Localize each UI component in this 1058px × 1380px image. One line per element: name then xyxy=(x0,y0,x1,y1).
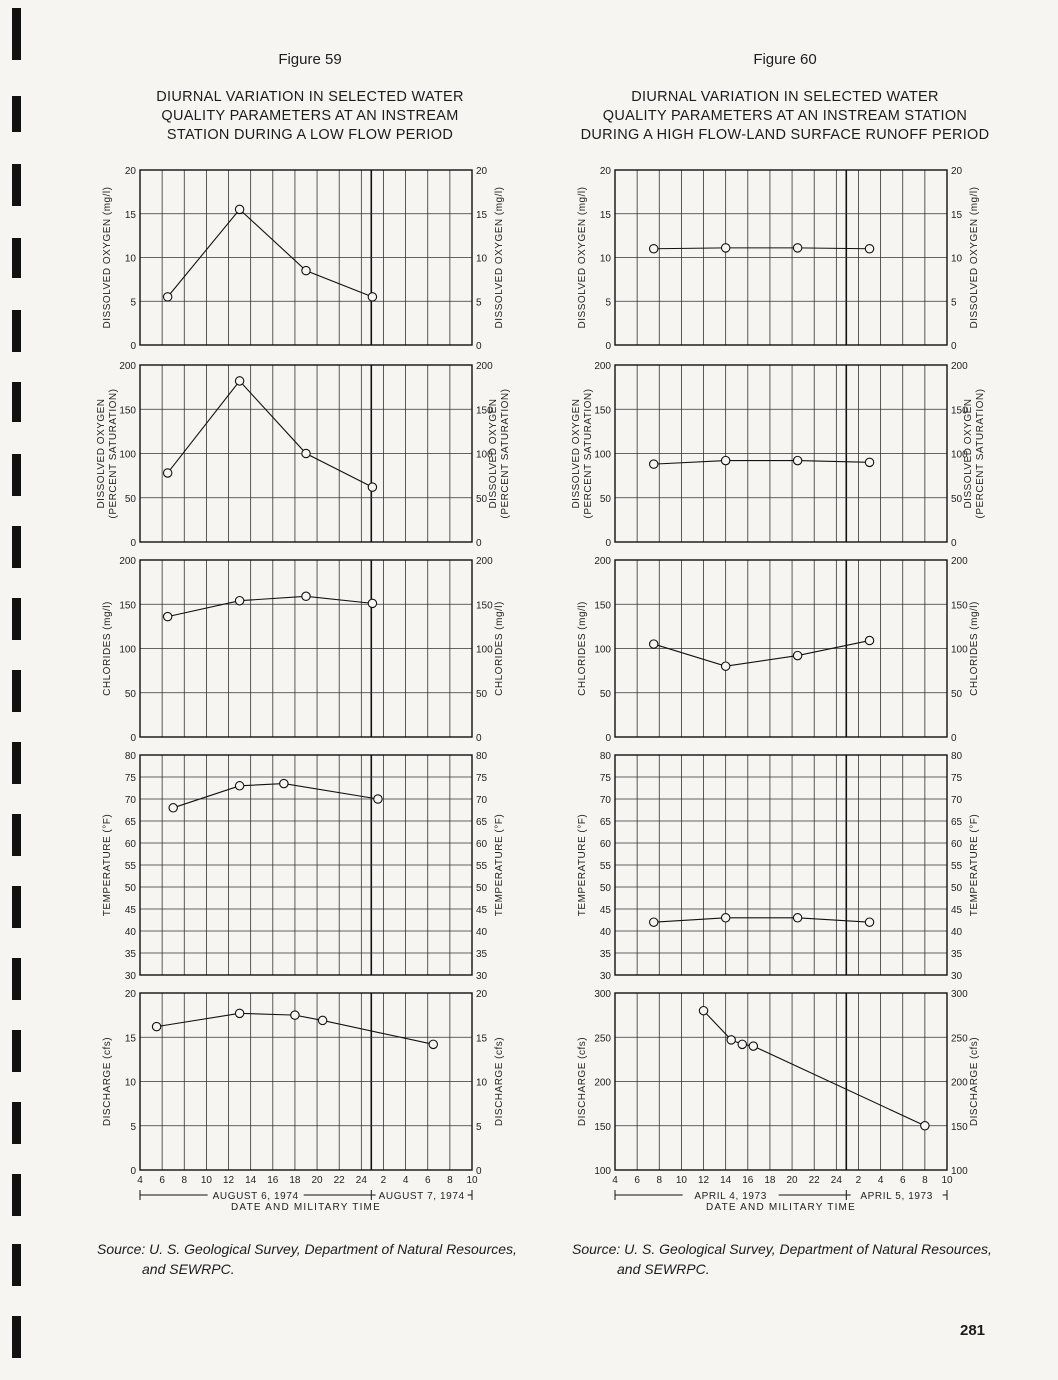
y-tick-label-right: 75 xyxy=(951,773,963,784)
y-tick-label-right: 150 xyxy=(951,1121,968,1133)
data-point xyxy=(318,1016,326,1024)
y-tick-label-left: 50 xyxy=(124,688,136,700)
y-tick-label-left: 100 xyxy=(594,449,611,461)
y-tick-label-left: 200 xyxy=(119,361,136,372)
data-point xyxy=(921,1122,929,1130)
y-tick-label-right: 35 xyxy=(476,949,488,960)
y-tick-label-right: 65 xyxy=(951,817,963,828)
y-tick-label-left: 60 xyxy=(124,839,136,850)
y-tick-label-left: 70 xyxy=(124,795,136,806)
y-tick-label-left: 150 xyxy=(594,1121,611,1133)
x-tick-label: 20 xyxy=(786,1175,798,1186)
y-tick-label-right: 100 xyxy=(951,644,968,656)
y-tick-label-right: 15 xyxy=(476,1033,488,1045)
y-axis-label-right: TEMPERATURE (°F) xyxy=(969,813,980,917)
y-tick-label-left: 200 xyxy=(594,1077,611,1089)
y-tick-label-right: 100 xyxy=(476,449,493,461)
y-tick-label-right: 20 xyxy=(476,166,488,177)
y-tick-label-left: 40 xyxy=(599,927,611,938)
data-point xyxy=(721,914,729,922)
y-axis-label-left: (PERCENT SATURATION) xyxy=(583,388,594,519)
x-tick-label: 6 xyxy=(424,1175,431,1186)
data-point xyxy=(280,779,288,787)
x-tick-label: 4 xyxy=(877,1175,884,1186)
data-point xyxy=(235,1009,243,1017)
x-tick-label: 2 xyxy=(855,1175,862,1186)
y-tick-label-left: 15 xyxy=(599,209,611,221)
data-point xyxy=(738,1040,746,1048)
data-point xyxy=(749,1042,757,1050)
y-tick-label-right: 150 xyxy=(951,600,968,612)
y-tick-label-right: 40 xyxy=(951,927,963,938)
x-date-label-day1: APRIL 4, 1973 xyxy=(694,1191,767,1202)
figure-60-source xyxy=(572,1239,1042,1279)
y-axis-label-right: DISSOLVED OXYGEN (mg/l) xyxy=(969,186,980,329)
y-tick-label-right: 45 xyxy=(476,905,488,916)
data-point xyxy=(291,1011,299,1019)
data-point xyxy=(650,245,658,253)
data-point xyxy=(235,782,243,790)
y-axis-label-left: DISCHARGE (cfs) xyxy=(102,1036,113,1127)
data-point xyxy=(302,266,310,274)
y-tick-label-left: 65 xyxy=(599,817,611,828)
figure-60-label: Figure 60 xyxy=(753,51,817,68)
x-date-label-day2: APRIL 5, 1973 xyxy=(860,1191,933,1202)
y-tick-label-right: 250 xyxy=(951,1033,968,1045)
data-point xyxy=(865,918,873,926)
y-tick-label-right: 0 xyxy=(476,1166,482,1177)
x-tick-label: 24 xyxy=(355,1175,367,1186)
y-tick-label-right: 55 xyxy=(951,861,963,872)
y-tick-label-left: 30 xyxy=(124,971,136,982)
source-line2: and SEWRPC. xyxy=(142,1261,235,1277)
y-tick-label-left: 100 xyxy=(594,644,611,656)
data-point xyxy=(368,293,376,301)
series-line xyxy=(654,461,870,465)
figure-59-source xyxy=(97,1239,567,1279)
y-axis-label-left: DISCHARGE (cfs) xyxy=(577,1036,588,1127)
y-tick-label-right: 60 xyxy=(951,839,963,850)
y-tick-label-left: 200 xyxy=(119,556,136,567)
y-tick-label-right: 5 xyxy=(476,1121,482,1133)
series-line xyxy=(168,596,373,616)
x-tick-label: 10 xyxy=(200,1175,212,1186)
y-tick-label-right: 200 xyxy=(476,361,493,372)
y-tick-label-right: 10 xyxy=(476,1077,488,1089)
y-tick-label-right: 100 xyxy=(951,449,968,461)
x-tick-label: 12 xyxy=(222,1175,235,1186)
x-tick-label: 6 xyxy=(634,1175,640,1186)
data-point xyxy=(163,612,171,620)
y-axis-label-right: DISCHARGE (cfs) xyxy=(969,1036,980,1127)
y-tick-label-left: 0 xyxy=(130,733,136,744)
y-tick-label-right: 30 xyxy=(951,971,963,982)
y-axis-label-right: DISSOLVED OXYGEN xyxy=(963,398,974,509)
y-tick-label-right: 80 xyxy=(476,751,488,762)
y-tick-label-right: 200 xyxy=(951,361,968,372)
data-point xyxy=(429,1040,437,1048)
data-point xyxy=(865,636,873,644)
x-date-label-day2: AUGUST 7, 1974 xyxy=(378,1191,465,1202)
y-axis-label-left: (PERCENT SATURATION) xyxy=(108,388,119,519)
y-tick-label-right: 50 xyxy=(951,688,963,700)
y-axis-label-right: TEMPERATURE (°F) xyxy=(494,813,505,917)
y-tick-label-left: 50 xyxy=(124,493,136,505)
y-tick-label-left: 0 xyxy=(130,538,136,549)
y-axis-label-left: TEMPERATURE (°F) xyxy=(577,813,588,917)
x-tick-label: 8 xyxy=(447,1175,453,1186)
data-point xyxy=(235,205,243,213)
y-axis-label-left: DISSOLVED OXYGEN (mg/l) xyxy=(577,186,588,329)
x-tick-label: 14 xyxy=(245,1175,257,1186)
y-tick-label-left: 0 xyxy=(605,341,611,352)
y-tick-label-right: 35 xyxy=(951,949,963,960)
y-tick-label-left: 5 xyxy=(605,297,611,309)
y-tick-label-left: 150 xyxy=(119,405,136,417)
data-point xyxy=(721,456,729,464)
y-tick-label-left: 0 xyxy=(605,538,611,549)
y-tick-label-left: 80 xyxy=(124,751,136,762)
series-line xyxy=(168,381,373,487)
x-axis-label: DATE AND MILITARY TIME xyxy=(231,1202,381,1213)
x-tick-label: 18 xyxy=(289,1175,301,1186)
y-tick-label-left: 40 xyxy=(124,927,136,938)
y-tick-label-right: 50 xyxy=(951,883,963,894)
y-tick-label-left: 75 xyxy=(124,773,136,784)
y-tick-label-left: 35 xyxy=(599,949,611,960)
y-tick-label-right: 50 xyxy=(476,688,488,700)
x-tick-label: 20 xyxy=(311,1175,323,1186)
y-tick-label-left: 200 xyxy=(594,556,611,567)
x-tick-label: 18 xyxy=(764,1175,776,1186)
data-point xyxy=(793,651,801,659)
data-point xyxy=(721,244,729,252)
y-tick-label-right: 50 xyxy=(951,493,963,505)
y-tick-label-left: 5 xyxy=(130,297,136,309)
series-line xyxy=(654,248,870,249)
y-axis-label-left: CHLORIDES (mg/l) xyxy=(102,601,113,696)
y-tick-label-right: 30 xyxy=(476,971,488,982)
y-tick-label-right: 100 xyxy=(476,644,493,656)
y-tick-label-right: 50 xyxy=(476,493,488,505)
y-tick-label-left: 150 xyxy=(594,600,611,612)
x-tick-label: 14 xyxy=(720,1175,732,1186)
data-point xyxy=(163,293,171,301)
y-tick-label-left: 75 xyxy=(599,773,611,784)
y-tick-label-right: 70 xyxy=(476,795,488,806)
data-point xyxy=(721,662,729,670)
x-tick-label: 22 xyxy=(808,1175,820,1186)
x-date-label-day1: AUGUST 6, 1974 xyxy=(212,1191,299,1202)
figure-60-title: DIURNAL VARIATION IN SELECTED WATER QUALITY PARAMETERS AT AN INSTREAM STATION DURING A HIGH FLOW-LAND SURFACE RUNOFF PERIOD xyxy=(580,89,990,143)
y-tick-label-right: 200 xyxy=(951,1077,968,1089)
figure-59-title: DIURNAL VARIATION IN SELECTED WATER QUALITY PARAMETERS AT AN INSTREAM STATION DURING A LOW FLOW PERIOD xyxy=(156,89,464,143)
data-point xyxy=(699,1007,707,1015)
data-point xyxy=(793,456,801,464)
x-tick-label: 6 xyxy=(899,1175,906,1186)
y-tick-label-left: 45 xyxy=(599,905,611,916)
y-tick-label-left: 55 xyxy=(599,861,611,872)
y-axis-label-right: CHLORIDES (mg/l) xyxy=(494,601,505,696)
page-number: 281 xyxy=(960,1322,986,1339)
y-tick-label-right: 200 xyxy=(951,556,968,567)
x-tick-label: 24 xyxy=(830,1175,842,1186)
y-tick-label-right: 10 xyxy=(476,253,488,265)
y-tick-label-right: 0 xyxy=(951,341,957,352)
y-tick-label-right: 10 xyxy=(951,253,963,265)
x-tick-label: 8 xyxy=(181,1175,188,1186)
y-tick-label-left: 250 xyxy=(594,1033,611,1045)
y-tick-label-left: 200 xyxy=(594,361,611,372)
y-tick-label-right: 0 xyxy=(476,538,482,549)
y-tick-label-left: 150 xyxy=(119,600,136,612)
y-tick-label-right: 20 xyxy=(951,166,963,177)
data-point xyxy=(235,377,243,385)
y-tick-label-left: 5 xyxy=(130,1121,136,1133)
x-tick-label: 10 xyxy=(941,1175,953,1186)
y-axis-label-left: DISSOLVED OXYGEN (mg/l) xyxy=(102,186,113,329)
y-tick-label-right: 150 xyxy=(951,405,968,417)
source-line2: and SEWRPC. xyxy=(617,1261,710,1277)
y-tick-label-left: 50 xyxy=(599,493,611,505)
y-tick-label-left: 0 xyxy=(130,341,136,352)
figure-59-label: Figure 59 xyxy=(278,51,342,68)
y-tick-label-left: 100 xyxy=(119,449,136,461)
data-point xyxy=(235,597,243,605)
data-point xyxy=(374,795,382,803)
x-tick-label: 4 xyxy=(402,1175,409,1186)
y-tick-label-right: 100 xyxy=(951,1166,968,1177)
x-tick-label: 10 xyxy=(466,1175,478,1186)
y-tick-label-right: 55 xyxy=(476,861,488,872)
y-tick-label-right: 150 xyxy=(476,600,493,612)
x-tick-label: 16 xyxy=(267,1175,279,1186)
y-tick-label-right: 200 xyxy=(476,556,493,567)
source-prefix: Source: xyxy=(572,1241,621,1257)
y-axis-label-right: DISSOLVED OXYGEN (mg/l) xyxy=(494,186,505,329)
data-point xyxy=(169,804,177,812)
data-point xyxy=(865,245,873,253)
y-tick-label-right: 75 xyxy=(476,773,488,784)
y-tick-label-left: 15 xyxy=(124,1033,136,1045)
y-axis-label-left: DISSOLVED OXYGEN xyxy=(96,398,107,509)
x-tick-label: 16 xyxy=(742,1175,754,1186)
y-tick-label-left: 100 xyxy=(594,1166,611,1177)
y-tick-label-left: 50 xyxy=(599,688,611,700)
y-tick-label-left: 35 xyxy=(124,949,136,960)
data-point xyxy=(650,640,658,648)
y-axis-label-right: DISSOLVED OXYGEN xyxy=(488,398,499,509)
x-tick-label: 2 xyxy=(380,1175,387,1186)
data-point xyxy=(865,458,873,466)
data-point xyxy=(650,460,658,468)
y-axis-label-right: (PERCENT SATURATION) xyxy=(975,388,986,519)
data-point xyxy=(727,1036,735,1044)
y-tick-label-left: 0 xyxy=(130,1166,136,1177)
y-tick-label-left: 0 xyxy=(605,733,611,744)
y-tick-label-right: 65 xyxy=(476,817,488,828)
data-point xyxy=(163,469,171,477)
series-line xyxy=(654,918,870,922)
y-axis-label-left: DISSOLVED OXYGEN xyxy=(571,398,582,509)
y-tick-label-right: 0 xyxy=(476,341,482,352)
y-axis-label-right: DISCHARGE (cfs) xyxy=(494,1036,505,1127)
y-tick-label-right: 150 xyxy=(476,405,493,417)
x-tick-label: 8 xyxy=(656,1175,663,1186)
y-tick-label-right: 70 xyxy=(951,795,963,806)
data-point xyxy=(152,1022,160,1030)
y-tick-label-left: 20 xyxy=(124,166,136,177)
y-tick-label-right: 0 xyxy=(476,733,482,744)
y-axis-label-right: (PERCENT SATURATION) xyxy=(500,388,511,519)
series-line xyxy=(173,784,378,808)
y-tick-label-right: 0 xyxy=(951,733,957,744)
y-tick-label-left: 30 xyxy=(599,971,611,982)
y-tick-label-left: 70 xyxy=(599,795,611,806)
data-point xyxy=(793,914,801,922)
data-point xyxy=(302,449,310,457)
y-tick-label-left: 300 xyxy=(594,989,611,1000)
y-tick-label-left: 15 xyxy=(124,209,136,221)
x-tick-label: 10 xyxy=(675,1175,687,1186)
y-tick-label-left: 55 xyxy=(124,861,136,872)
data-point xyxy=(368,483,376,491)
x-tick-label: 22 xyxy=(333,1175,345,1186)
x-tick-label: 6 xyxy=(159,1175,165,1186)
y-tick-label-left: 50 xyxy=(124,883,136,894)
y-tick-label-left: 20 xyxy=(124,989,136,1000)
y-tick-label-right: 5 xyxy=(951,297,957,309)
data-point xyxy=(368,599,376,607)
y-tick-label-right: 15 xyxy=(476,209,488,221)
source-line1: U. S. Geological Survey, Department of Natural Resources, xyxy=(149,1241,517,1257)
data-point xyxy=(302,592,310,600)
y-tick-label-left: 100 xyxy=(119,644,136,656)
x-tick-label: 4 xyxy=(612,1175,618,1186)
data-point xyxy=(793,244,801,252)
y-tick-label-right: 15 xyxy=(951,209,963,221)
y-tick-label-right: 5 xyxy=(476,297,482,309)
y-tick-label-left: 20 xyxy=(599,166,611,177)
y-tick-label-left: 10 xyxy=(124,1077,136,1089)
series-line xyxy=(654,641,870,667)
series-line xyxy=(168,209,373,297)
y-axis-label-left: CHLORIDES (mg/l) xyxy=(577,601,588,696)
y-tick-label-right: 300 xyxy=(951,989,968,1000)
x-tick-label: 8 xyxy=(922,1175,928,1186)
y-tick-label-right: 40 xyxy=(476,927,488,938)
y-tick-label-right: 45 xyxy=(951,905,963,916)
source-line1: U. S. Geological Survey, Department of Natural Resources, xyxy=(624,1241,992,1257)
y-tick-label-right: 20 xyxy=(476,989,488,1000)
y-tick-label-left: 50 xyxy=(599,883,611,894)
y-tick-label-right: 0 xyxy=(951,538,957,549)
y-tick-label-left: 45 xyxy=(124,905,136,916)
y-tick-label-right: 80 xyxy=(951,751,963,762)
y-tick-label-left: 150 xyxy=(594,405,611,417)
y-tick-label-left: 10 xyxy=(599,253,611,265)
data-point xyxy=(650,918,658,926)
y-axis-label-left: TEMPERATURE (°F) xyxy=(102,813,113,917)
x-tick-label: 12 xyxy=(697,1175,710,1186)
y-tick-label-right: 60 xyxy=(476,839,488,850)
source-prefix: Source: xyxy=(97,1241,146,1257)
y-tick-label-left: 80 xyxy=(599,751,611,762)
x-tick-label: 4 xyxy=(137,1175,143,1186)
y-tick-label-left: 65 xyxy=(124,817,136,828)
y-tick-label-left: 10 xyxy=(124,253,136,265)
y-tick-label-left: 60 xyxy=(599,839,611,850)
x-axis-label: DATE AND MILITARY TIME xyxy=(706,1202,856,1213)
y-axis-label-right: CHLORIDES (mg/l) xyxy=(969,601,980,696)
y-tick-label-right: 50 xyxy=(476,883,488,894)
